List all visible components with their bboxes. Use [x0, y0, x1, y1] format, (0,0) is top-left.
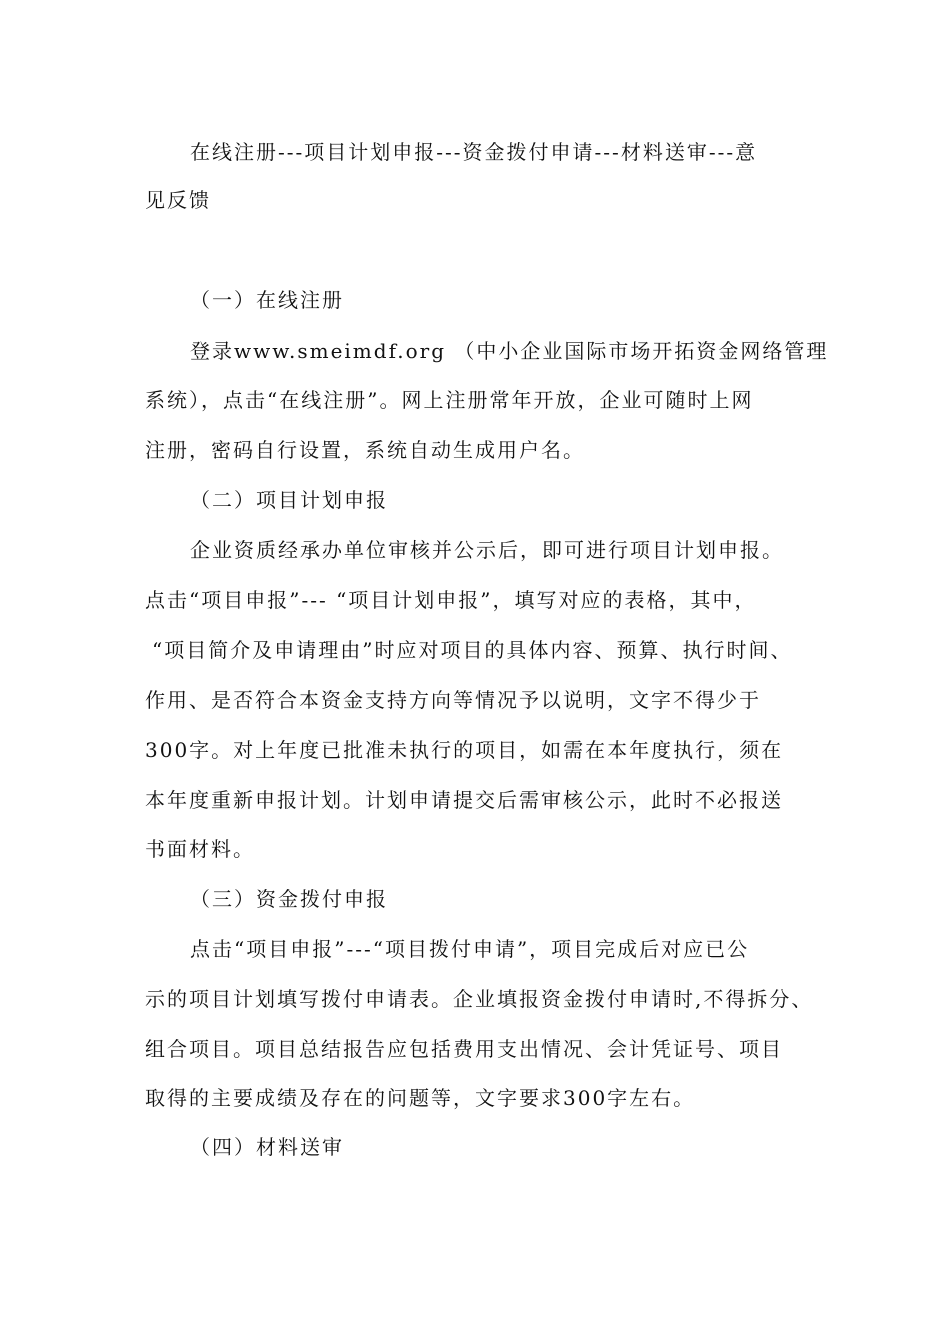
- section1-line-3: 注册，密码自行设置，系统自动生成用户名。: [145, 438, 585, 462]
- section2-line-5: 300字。对上年度已批准未执行的项目，如需在本年度执行，须在: [145, 738, 784, 762]
- section2-line-7: 书面材料。: [145, 837, 255, 861]
- section1-line-1: 登录www.smeimdf.org （中小企业国际市场开拓资金网络管理: [190, 339, 829, 363]
- section-heading-project-plan: （二）项目计划申报: [190, 488, 388, 512]
- flow-line-2: 见反馈: [145, 188, 211, 212]
- section3-line-3: 组合项目。项目总结报告应包括费用支出情况、会计凭证号、项目: [145, 1037, 783, 1061]
- section2-line-3: “项目简介及申请理由”时应对项目的具体内容、预算、执行时间、: [152, 638, 793, 662]
- section2-line-1: 企业资质经承办单位审核并公示后，即可进行项目计划申报。: [190, 538, 784, 562]
- section2-line-4: 作用、是否符合本资金支持方向等情况予以说明，文字不得少于: [145, 688, 761, 712]
- section-heading-online-registration: （一）在线注册: [190, 288, 344, 312]
- flow-line-1: 在线注册---项目计划申报---资金拨付申请---材料送审---意: [190, 140, 758, 164]
- section2-line-2: 点击“项目申报”--- “项目计划申报”，填写对应的表格，其中，: [145, 588, 757, 612]
- section3-line-4: 取得的主要成绩及存在的问题等，文字要求300字左右。: [145, 1086, 696, 1110]
- section2-line-6: 本年度重新申报计划。计划申请提交后需审核公示，此时不必报送: [145, 788, 783, 812]
- section1-line-2: 系统），点击“在线注册”。网上注册常年开放，企业可随时上网: [145, 388, 754, 412]
- section3-line-2: 示的项目计划填写拨付申请表。企业填报资金拨付申请时,不得拆分、: [145, 987, 814, 1011]
- section3-line-1: 点击“项目申报”---“项目拨付申请”，项目完成后对应已公: [190, 937, 750, 961]
- section-heading-fund-disbursement: （三）资金拨付申报: [190, 887, 388, 911]
- section-heading-material-review: （四）材料送审: [190, 1135, 344, 1159]
